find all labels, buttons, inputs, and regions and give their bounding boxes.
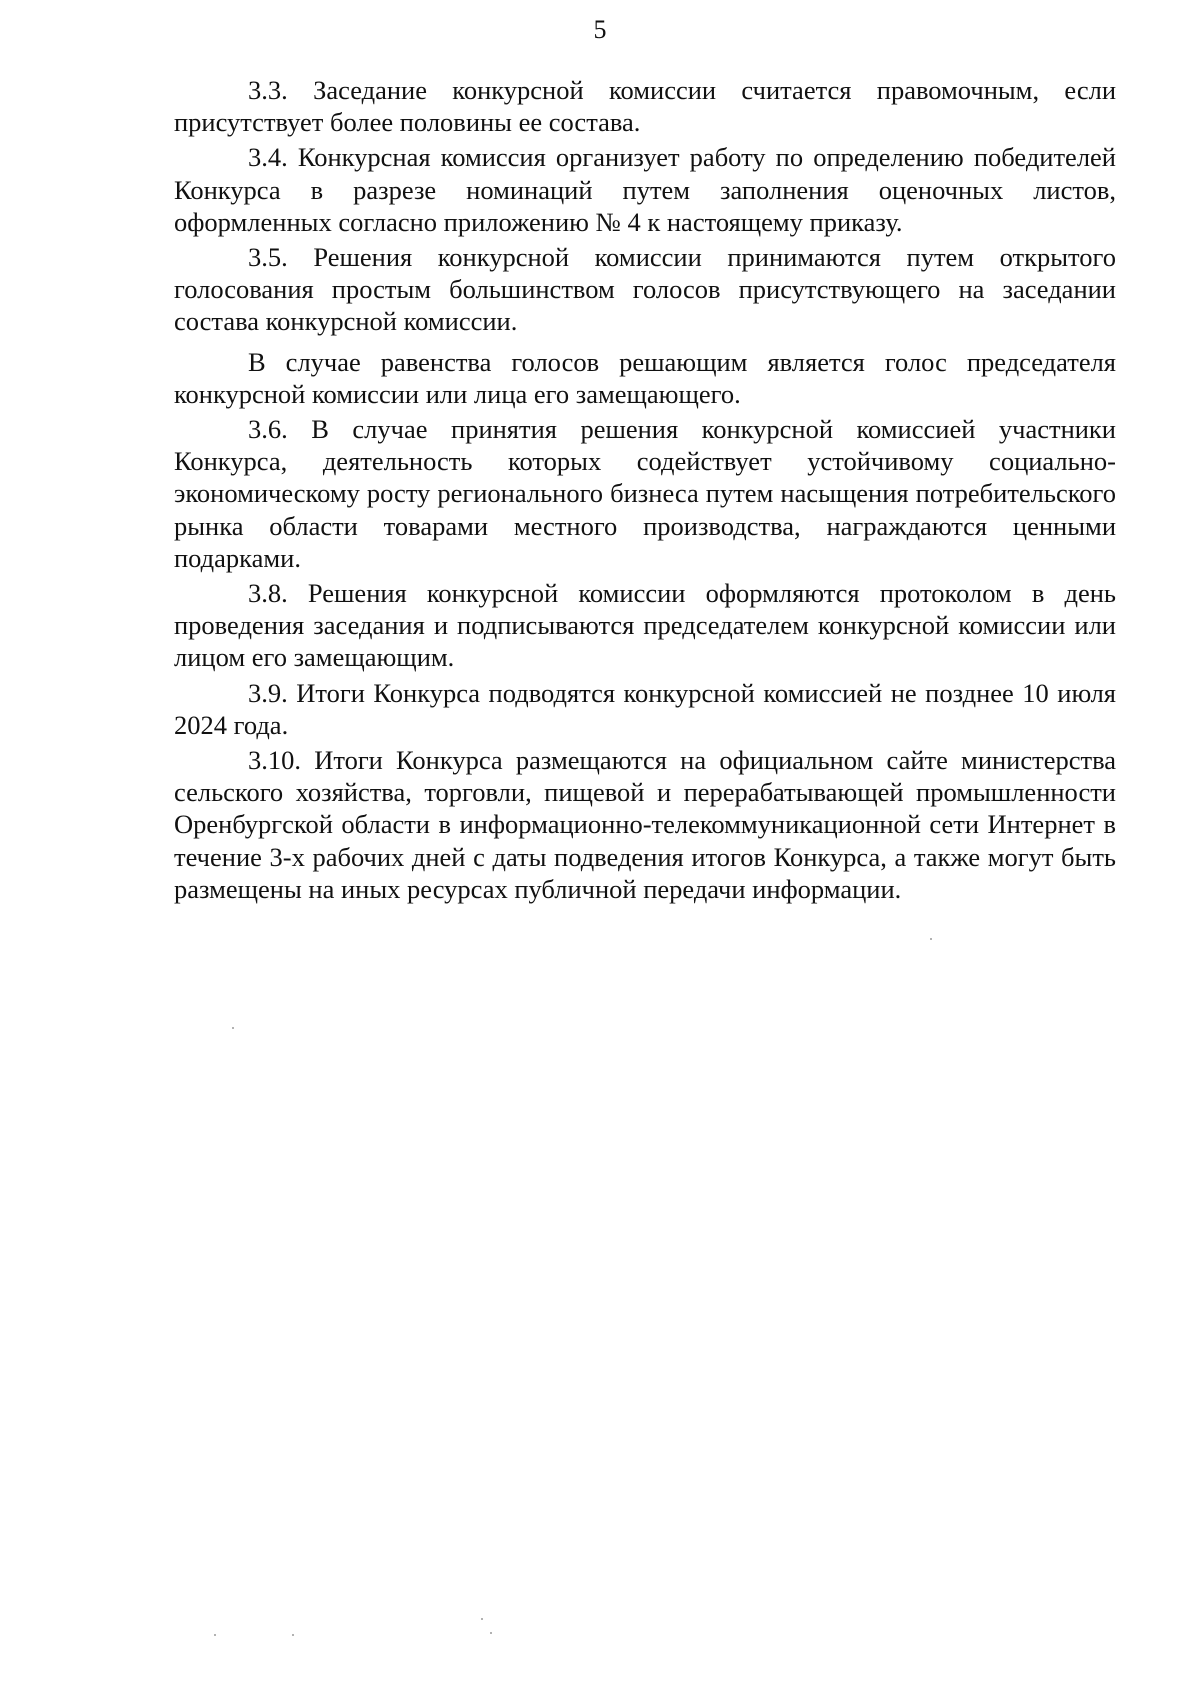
scan-speck: [930, 938, 932, 940]
paragraph-3-8: 3.8. Решения конкурсной комиссии оформляются протоколом в день проведения заседания и подписываются председателем конкурсной комиссии или лицом его замещающим.: [174, 578, 1116, 673]
paragraph-3-6: 3.6. В случае принятия решения конкурсной комиссией участники Конкурса, деятельность которых содействует устойчивому социально-экономическому росту регионального бизнеса путем насыщения потребительского рынка области товарами местного производства, награждаются ценными подарками.: [174, 414, 1116, 573]
page-number: 5: [593, 15, 607, 44]
paragraph-3-10: 3.10. Итоги Конкурса размещаются на официальном сайте министерства сельского хозяйства, торговли, пищевой и перерабатывающей промышленности Оренбургской области в информационно-телекоммуникационной сети Интернет в течение 3-х рабочих дней с даты подведения итогов Конкурса, а также могут быть размещены на иных ресурсах публичной передачи информации.: [174, 745, 1116, 904]
paragraph-3-4: 3.4. Конкурсная комиссия организует работу по определению победителей Конкурса в разрезе номинаций путем заполнения оценочных листов, оформленных согласно приложению № 4 к настоящему приказу.: [174, 142, 1116, 237]
paragraph-3-5-tie-vote: В случае равенства голосов решающим является голос председателя конкурсной комиссии или лица его замещающего.: [174, 346, 1116, 409]
document-body: [174, 74, 1116, 905]
scan-speck: [292, 1634, 294, 1636]
scan-speck: [232, 1027, 234, 1029]
paragraph-3-5: 3.5. Решения конкурсной комиссии принимаются путем открытого голосования простым большинством голосов присутствующего на заседании состава конкурсной комиссии.: [174, 242, 1116, 337]
scan-speck: [214, 1634, 216, 1636]
paragraph-3-3: 3.3. Заседание конкурсной комиссии считается правомочным, если присутствует более половины ее состава.: [174, 75, 1116, 138]
scan-speck: [490, 1632, 492, 1634]
scan-speck: [481, 1618, 483, 1620]
paragraph-3-9: 3.9. Итоги Конкурса подводятся конкурсной комиссией не позднее 10 июля 2024 года.: [174, 677, 1116, 740]
